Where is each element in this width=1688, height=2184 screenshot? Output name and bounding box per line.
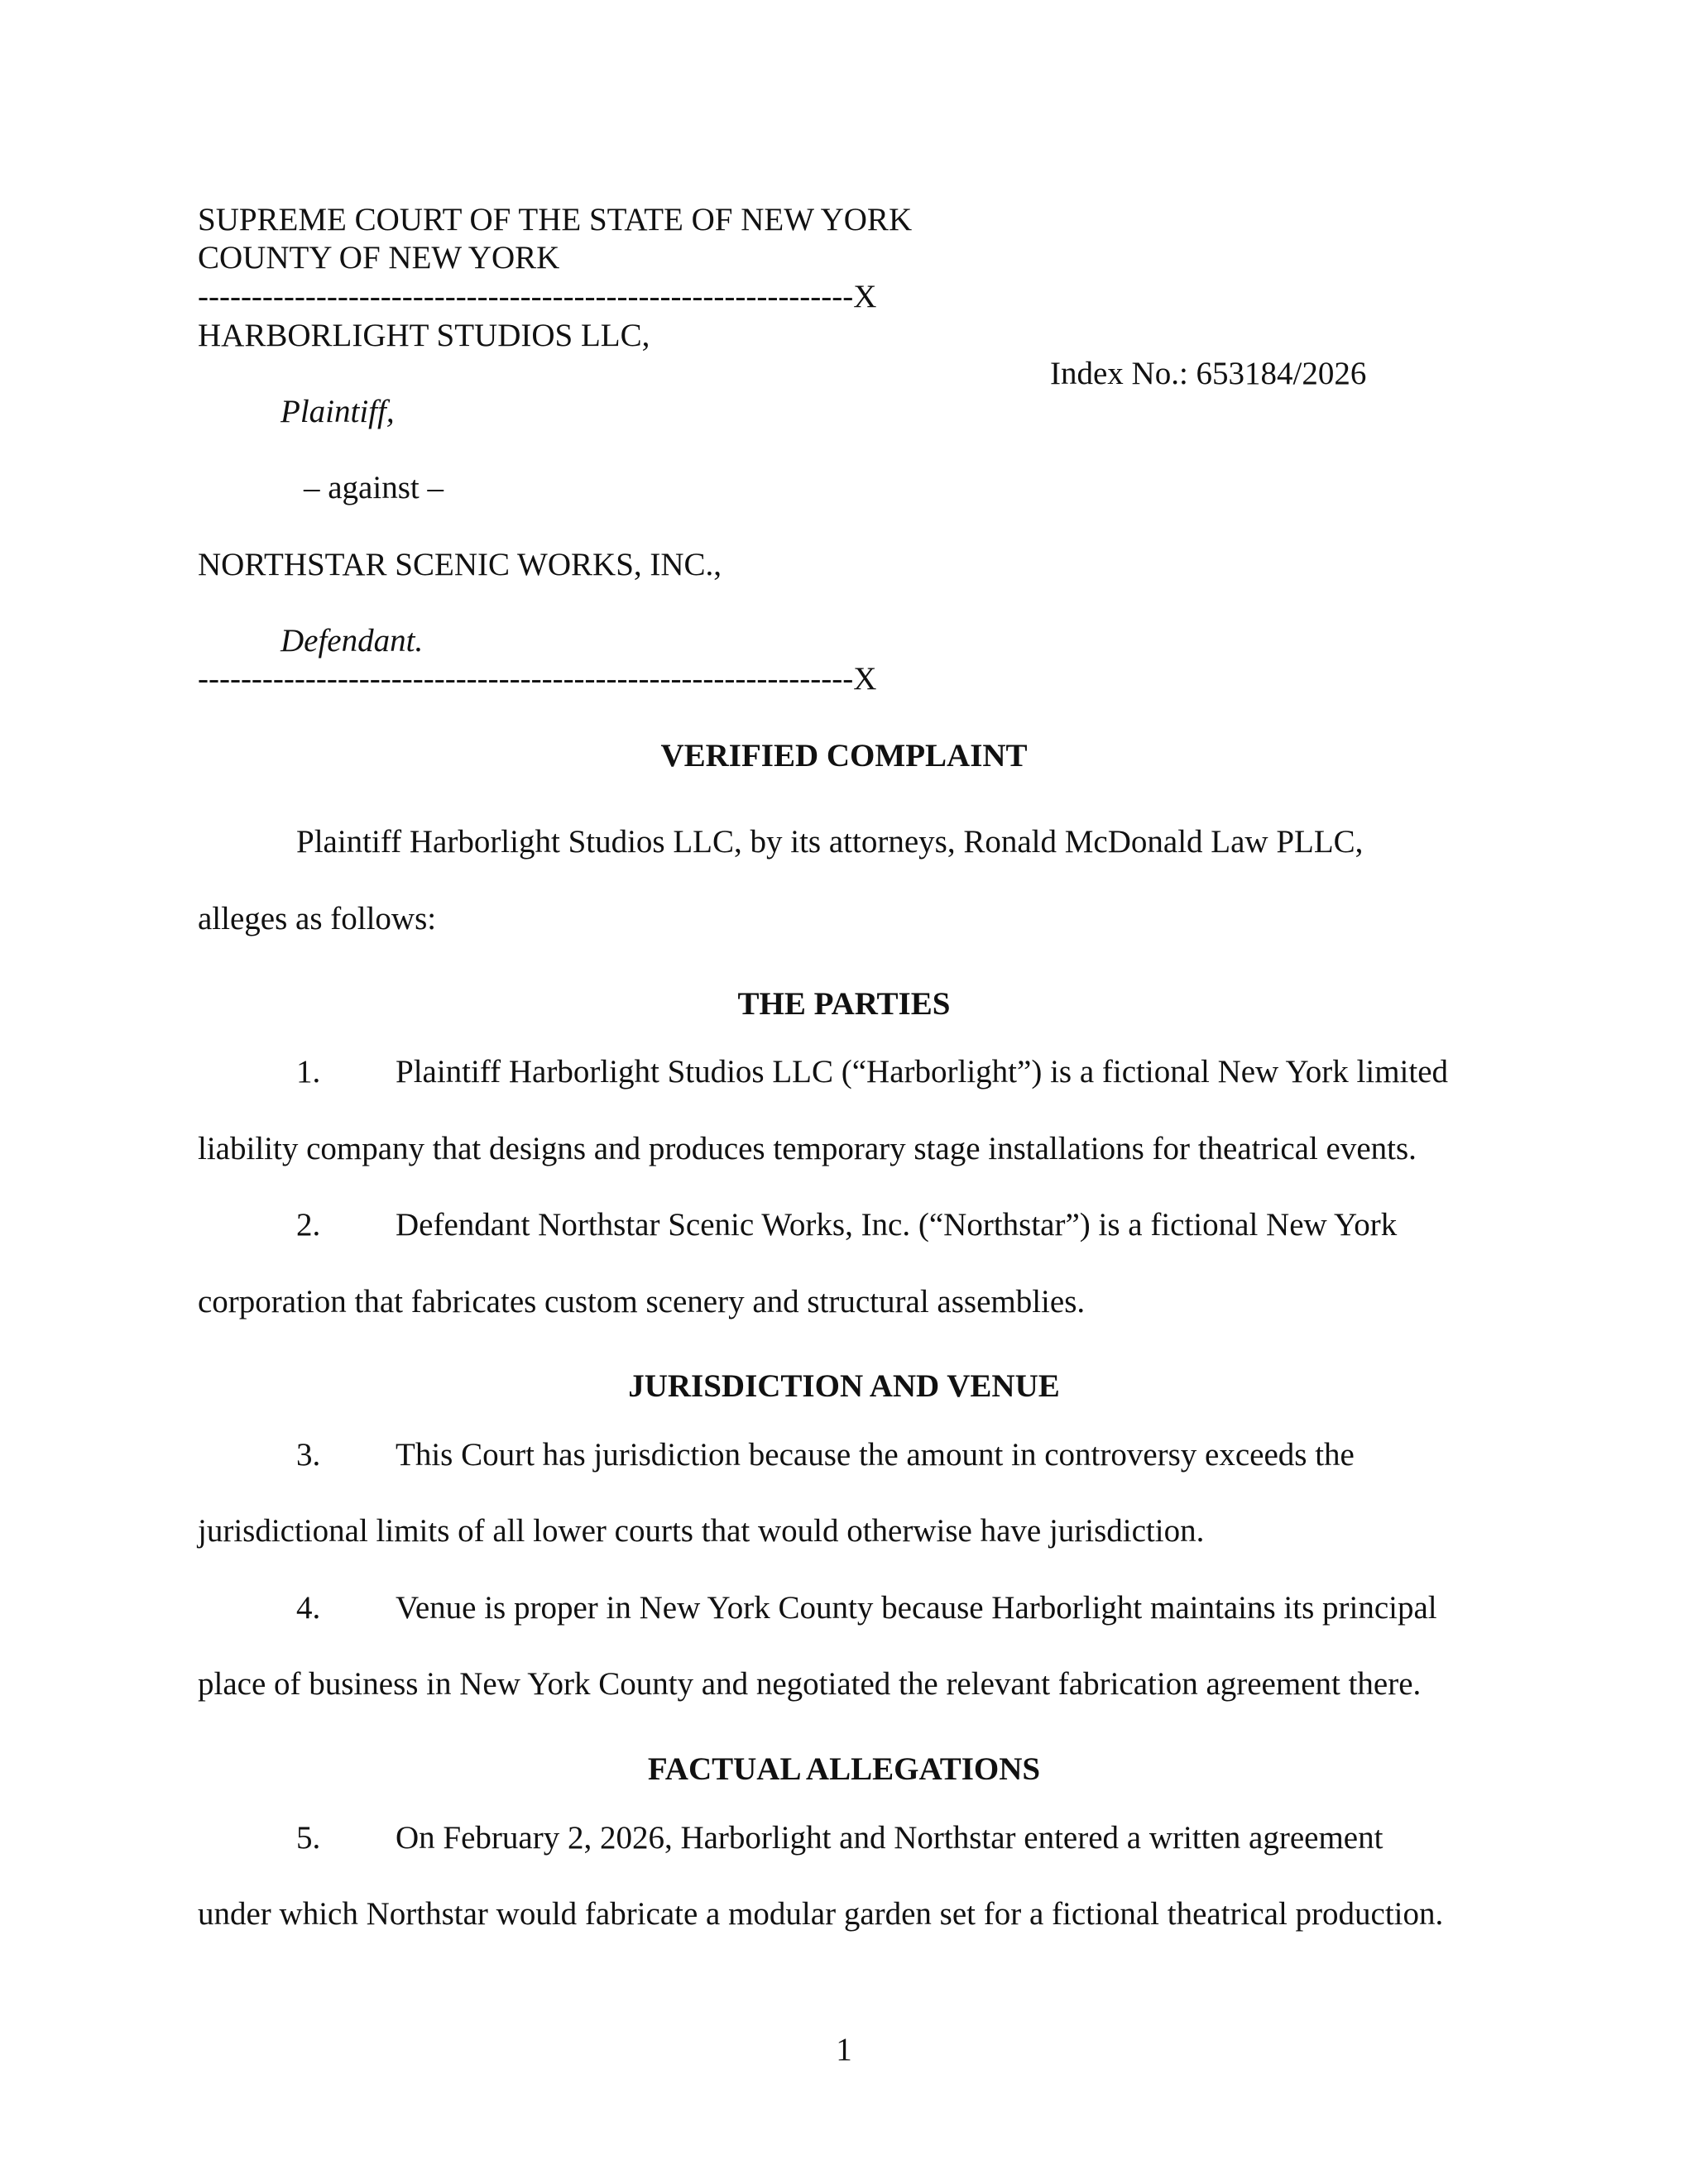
defendant-name: NORTHSTAR SCENIC WORKS, INC., [198, 547, 722, 582]
paragraph-2-line-1: Defendant Northstar Scenic Works, Inc. (“Northstar”) is a fictional New York [396, 1207, 1398, 1243]
caption-divider-bottom: -------------------------------------------------------------X [198, 661, 877, 697]
paragraph-number: 3. [296, 1437, 321, 1473]
index-number: Index No.: 653184/2026 [1050, 356, 1367, 391]
paragraph-4-line-2: place of business in New York County and negotiated the relevant fabrication agreement there. [198, 1666, 1422, 1702]
paragraph-3-line-2: jurisdictional limits of all lower courts that would otherwise have jurisdiction. [198, 1513, 1205, 1549]
section-heading-jurisdiction: JURISDICTION AND VENUE [628, 1368, 1060, 1404]
paragraph-5-line-1: On February 2, 2026, Harborlight and Northstar entered a written agreement [396, 1820, 1383, 1856]
caption-divider-top: -------------------------------------------------------------X [198, 279, 877, 314]
intro-line-1: Plaintiff Harborlight Studios LLC, by its attorneys, Ronald McDonald Law PLLC, [296, 824, 1364, 860]
document-title: VERIFIED COMPLAINT [660, 738, 1028, 774]
paragraph-number: 1. [296, 1054, 321, 1090]
against-label: – against – [304, 470, 444, 505]
intro-line-2: alleges as follows: [198, 901, 437, 936]
paragraph-number: 2. [296, 1207, 321, 1243]
plaintiff-name: HARBORLIGHT STUDIOS LLC, [198, 318, 650, 353]
paragraph-number: 5. [296, 1820, 321, 1856]
page-number: 1 [836, 2032, 852, 2067]
paragraph-4-line-1: Venue is proper in New York County because Harborlight maintains its principal [396, 1590, 1437, 1626]
plaintiff-role: Plaintiff, [281, 394, 395, 429]
paragraph-number: 4. [296, 1590, 321, 1626]
paragraph-3-line-1: This Court has jurisdiction because the amount in controversy exceeds the [396, 1437, 1355, 1473]
court-name: SUPREME COURT OF THE STATE OF NEW YORK [198, 202, 913, 237]
county-name: COUNTY OF NEW YORK [198, 240, 560, 275]
paragraph-5-line-2: under which Northstar would fabricate a modular garden set for a fictional theatrical production. [198, 1896, 1444, 1932]
section-heading-parties: THE PARTIES [737, 986, 951, 1022]
paragraph-1-line-1: Plaintiff Harborlight Studios LLC (“Harborlight”) is a fictional New York limited [396, 1054, 1449, 1090]
paragraph-1-line-2: liability company that designs and produces temporary stage installations for theatrical events. [198, 1131, 1417, 1166]
paragraph-2-line-2: corporation that fabricates custom scenery and structural assemblies. [198, 1284, 1086, 1320]
section-heading-facts: FACTUAL ALLEGATIONS [647, 1751, 1041, 1787]
defendant-role: Defendant. [281, 623, 424, 659]
